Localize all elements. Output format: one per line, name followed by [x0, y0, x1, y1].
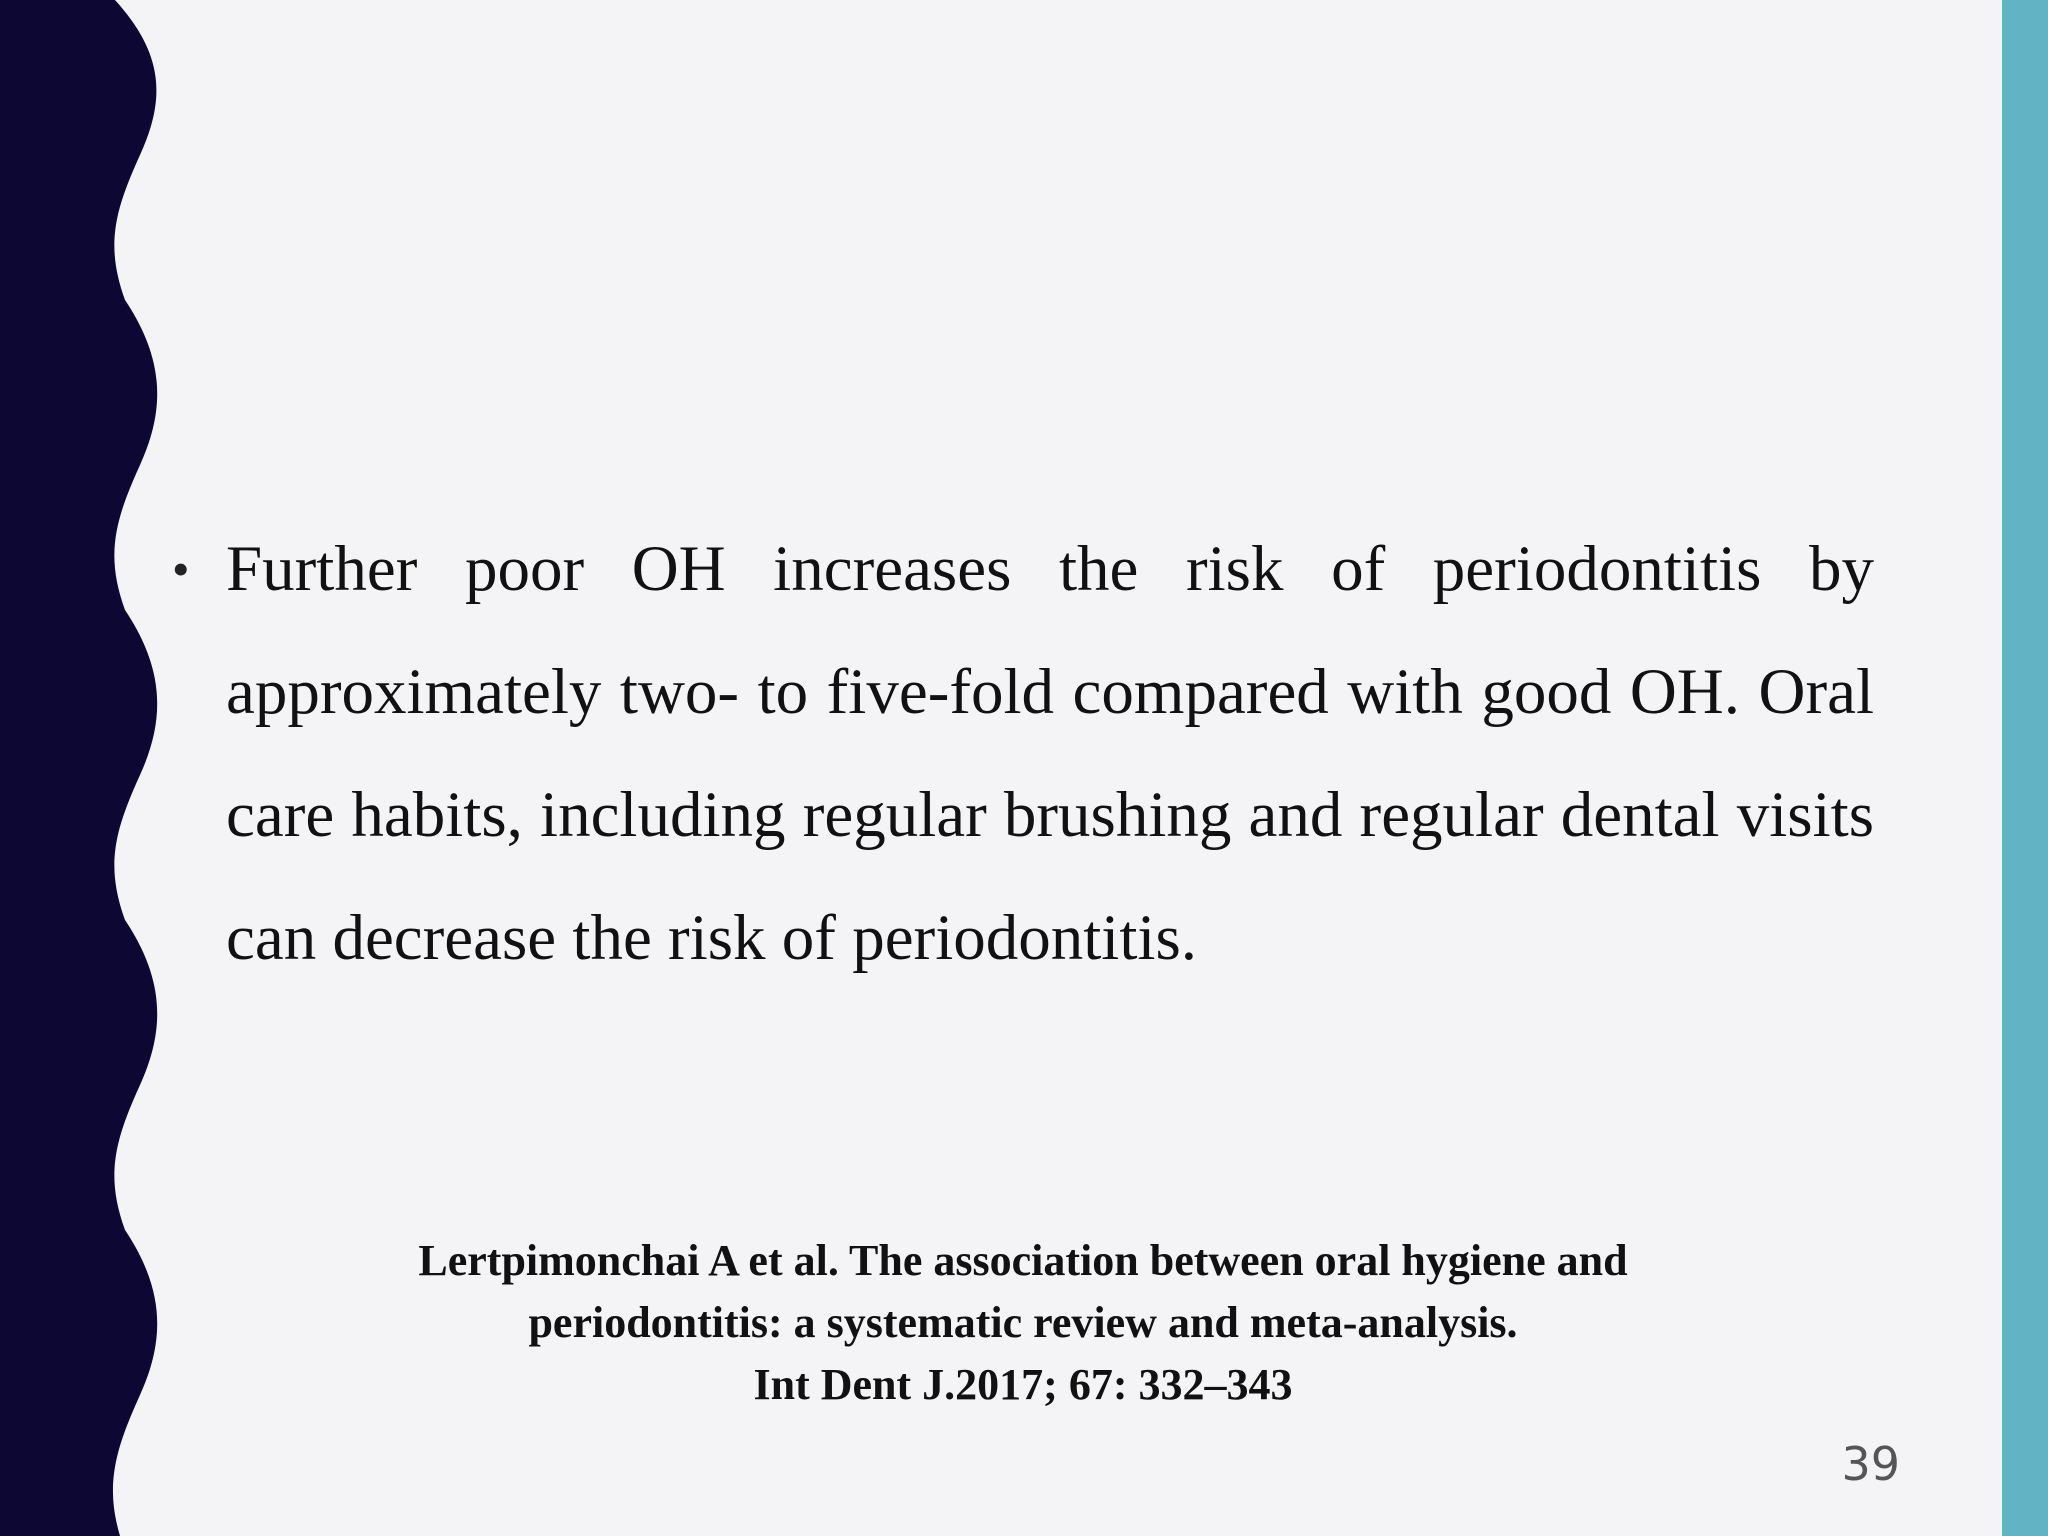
wavy-edge-shape — [0, 0, 157, 1536]
right-accent-bar — [2002, 0, 2048, 1536]
bullet-text: Further poor OH increases the risk of periodontitis by approximately two- to five-fold compared with good OH. Oral care habits, including regular brushing and regular dental visits can decrease the risk of periodontitis. — [226, 533, 1874, 974]
citation-line-3: Int Dent J.2017; 67: 332–343 — [753, 1360, 1293, 1409]
slide-number: 39 — [1841, 1437, 1900, 1491]
citation — [200, 1230, 1846, 1416]
citation-line-1: Lertpimonchai A et al. The association between oral hygiene and — [418, 1236, 1628, 1285]
bullet-marker: • — [172, 541, 190, 597]
slide-body — [172, 508, 1874, 1000]
wavy-edge-decoration — [0, 0, 170, 1536]
citation-line-2: periodontitis: a systematic review and meta-analysis. — [528, 1298, 1518, 1347]
bullet-item — [172, 508, 1874, 1000]
